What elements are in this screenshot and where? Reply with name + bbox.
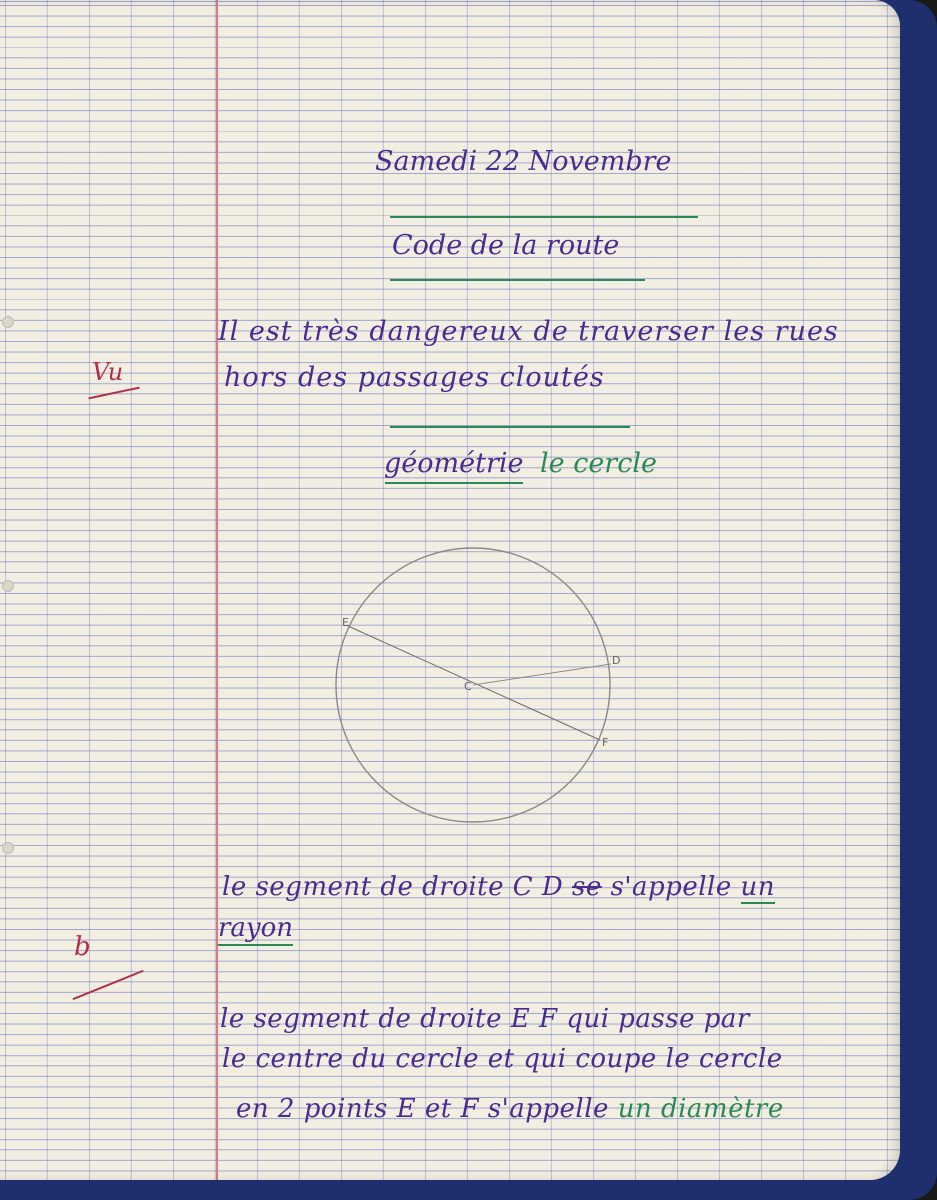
point-e-label: E [342, 616, 349, 629]
binder-hole [2, 842, 14, 854]
diameter-line-2: le centre du cercle et qui coupe le cercle [222, 1044, 783, 1074]
binder-hole [2, 580, 14, 592]
radius-cd [473, 664, 611, 685]
diameter-text: en 2 points E et F s'appelle [236, 1094, 609, 1124]
radius-term-2: rayon [218, 914, 293, 946]
point-d-label: D [612, 654, 620, 667]
diameter-line-3 [236, 1094, 784, 1124]
circle-figure [330, 540, 620, 830]
struck-word: se [572, 872, 602, 902]
point-f-label: F [602, 736, 609, 749]
binder-hole [2, 316, 14, 328]
title-underline [390, 279, 645, 281]
diameter-term: un diamètre [617, 1094, 784, 1124]
sentence-line-2: hors des passages cloutés [224, 362, 605, 393]
radius-text-2: s'appelle [610, 872, 732, 902]
subject-heading: géométrie [384, 448, 524, 479]
date-underline [390, 216, 698, 218]
sentence-line-1: Il est très dangereux de traverser les rues [218, 316, 839, 347]
subject-underline [385, 482, 523, 484]
margin-note-vu: Vu [92, 358, 124, 386]
section-divider [390, 426, 630, 428]
radius-term-1: un [740, 872, 775, 902]
radius-text-1: le segment de droite C D [222, 872, 564, 902]
point-c-label: C [464, 680, 472, 693]
topic-heading: le cercle [540, 448, 657, 479]
radius-definition [222, 872, 775, 902]
date-heading: Samedi 22 Novembre [375, 146, 672, 177]
diameter-line-1: le segment de droite E F qui passe par [220, 1004, 750, 1034]
diameter-ef [348, 626, 600, 740]
lesson-title: Code de la route [392, 230, 620, 261]
margin-note-b: b [74, 932, 91, 962]
